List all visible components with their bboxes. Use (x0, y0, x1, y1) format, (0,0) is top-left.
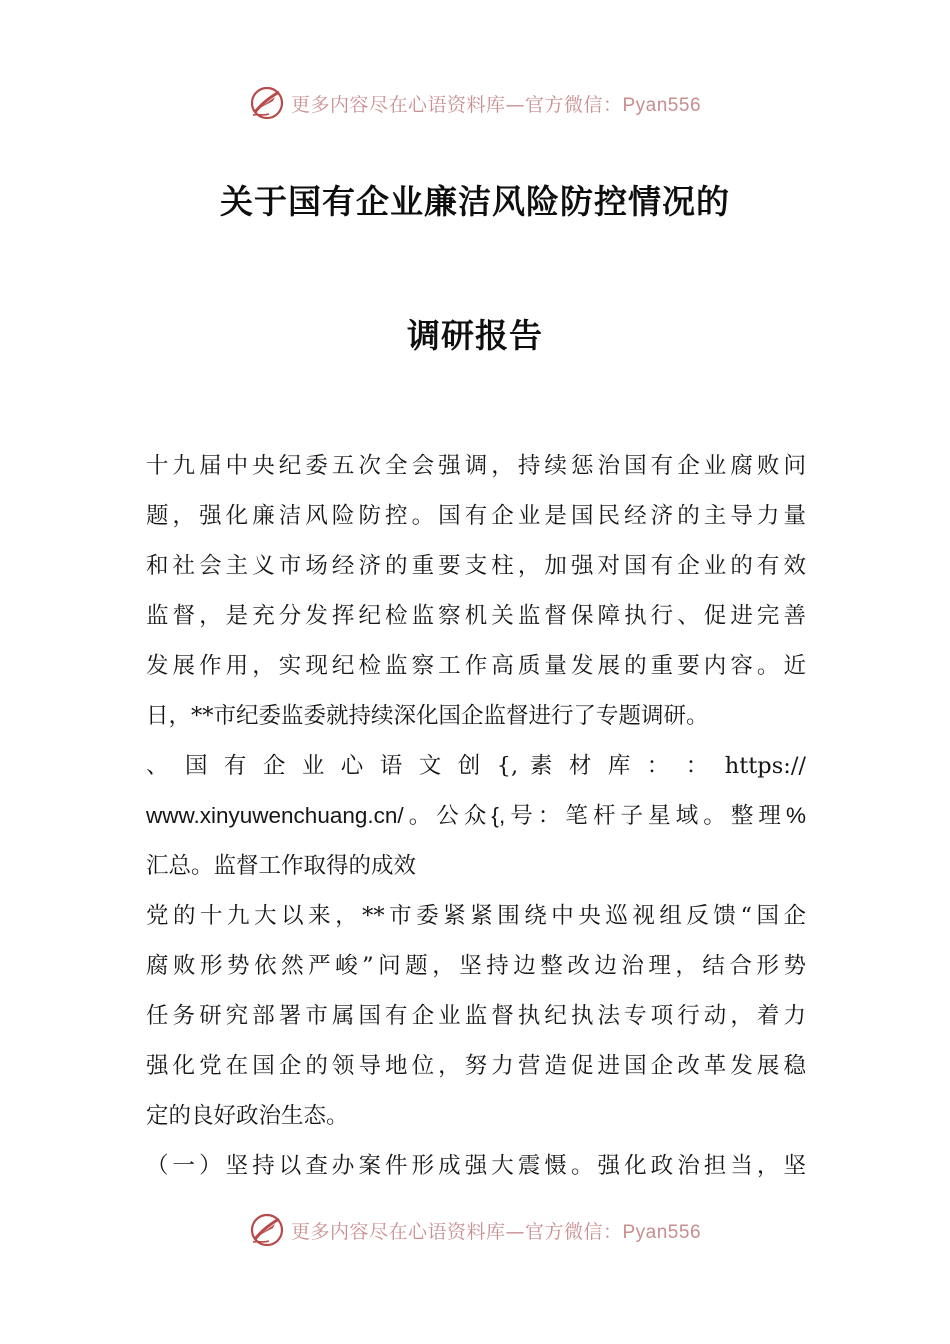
body-line: 发展作用，实现纪检监察工作高质量发展的重要内容。近 (146, 653, 806, 679)
document-title-line-2: 调研报告 (407, 316, 543, 355)
body-line: 任务研究部署市属国有企业监督执纪执法专项行动，着力 (146, 1003, 806, 1029)
watermark-text (291, 90, 701, 117)
body-line: 十九届中央纪委五次全会强调，持续惩治国有企业腐败问 (146, 453, 806, 479)
body-line: 监督，是充分发挥纪检监察机关监督保障执行、促进完善 (146, 603, 806, 629)
watermark-separator: — (505, 1220, 525, 1243)
watermark-official-label: 官方微信： (524, 1220, 623, 1243)
body-line: 定的良好政治生态。 (146, 1103, 349, 1129)
body-line-source-note: 、 国 有 企 业 心 语 文 创 {, 素 材 库 ： ： https:// (146, 753, 806, 779)
body-line: 党的十九大以来，**市委紧紧围绕中央巡视组反馈“国企 (146, 903, 806, 929)
body-line-source-url: www.xinyuwenchuang.cn/。公众{,号：笔杆子星域。整理% (146, 803, 806, 828)
pen-ribbon-logo-icon (249, 1212, 285, 1248)
body-line: 和社会主义市场经济的重要支柱，加强对国有企业的有效 (146, 553, 806, 579)
watermark-library-text: 更多内容尽在心语资料库 (290, 93, 506, 116)
watermark-wechat-id: Pyan556 (622, 1221, 702, 1243)
pen-ribbon-logo-icon (249, 85, 285, 121)
header-watermark (0, 81, 950, 125)
body-line: 日，**市纪委监委就持续深化国企监督进行了专题调研。 (146, 703, 709, 729)
body-line: 题，强化廉洁风险防控。国有企业是国民经济的主导力量 (146, 503, 806, 529)
body-line: 强化党在国企的领导地位，努力营造促进国企改革发展稳 (146, 1053, 806, 1079)
watermark-separator: — (505, 93, 525, 116)
subsection-heading: （一）坚持以查办案件形成强大震慑。强化政治担当，坚 (146, 1153, 806, 1179)
document-body (146, 441, 806, 1191)
watermark-text (291, 1217, 701, 1244)
body-line: 腐败形势依然严峻”问题，坚持边整改边治理，结合形势 (146, 953, 806, 979)
watermark-wechat-id: Pyan556 (622, 94, 702, 116)
watermark-library-text: 更多内容尽在心语资料库 (290, 1220, 506, 1243)
footer-watermark (0, 1208, 950, 1252)
section-heading: 汇总。监督工作取得的成效 (146, 853, 417, 879)
document-title-line-1: 关于国有企业廉洁风险防控情况的 (220, 182, 730, 221)
watermark-official-label: 官方微信： (524, 93, 623, 116)
